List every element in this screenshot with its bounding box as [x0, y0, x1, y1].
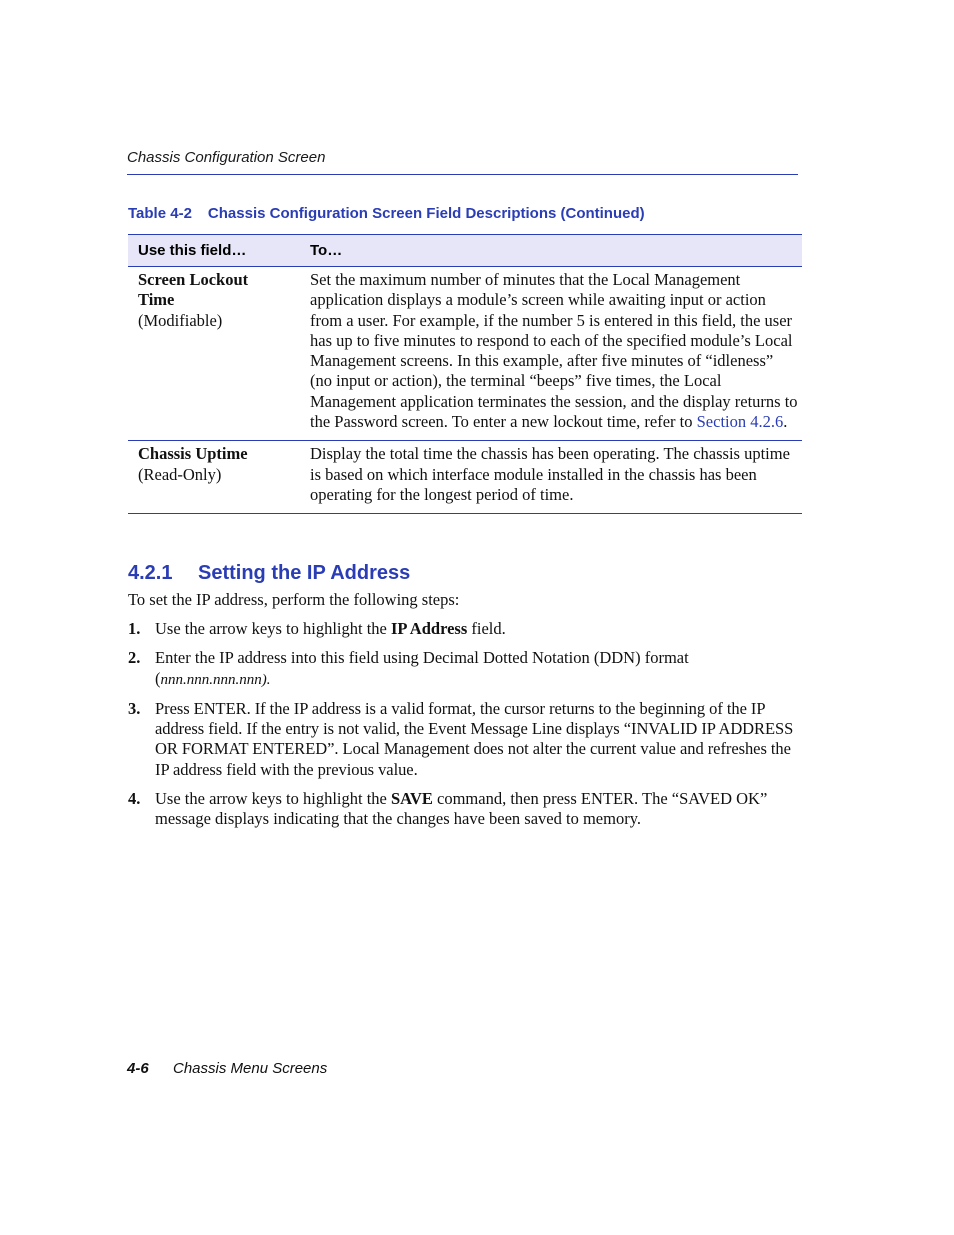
page-footer [127, 1060, 327, 1077]
step-number: 2. [128, 648, 141, 668]
field-cell [128, 441, 300, 514]
step-text-part: command, then press ENTER. The “SAVED OK” message displays indicating that the changes have been saved to memory. [155, 789, 768, 829]
step-text-part: Use the arrow keys to highlight the [155, 789, 391, 809]
step-text [155, 619, 800, 639]
footer-title: Chassis Menu Screens [173, 1060, 328, 1077]
description-cell [300, 267, 802, 441]
step-text-part: field. [467, 619, 506, 638]
table-caption [128, 205, 645, 222]
table-row [128, 267, 802, 441]
step-format: nnn.nnn.nnn.nnn). [160, 671, 271, 688]
description-end: . [783, 412, 788, 432]
field-name: Screen Lockout Time [138, 270, 249, 310]
running-head: Chassis Configuration Screen [127, 149, 326, 166]
list-item [128, 699, 800, 780]
step-text [155, 648, 800, 690]
step-text-part: Enter the IP address into this field using Decimal Dotted Notation (DDN) format ( [155, 648, 689, 688]
field-cell [128, 267, 300, 441]
step-number: 3. [128, 698, 141, 718]
field-qualifier: (Modifiable) [138, 310, 223, 330]
table-label: Table 4-2 [128, 205, 192, 222]
step-keyword: SAVE [391, 789, 433, 809]
field-name: Chassis Uptime [138, 444, 248, 464]
table-header-row [128, 235, 802, 267]
description-cell [300, 441, 802, 514]
list-item [128, 619, 800, 639]
section-number: 4.2.1 [128, 562, 173, 584]
description-text: Set the maximum number of minutes that the Local Management application displays a module’s screen while awaiting input or action from a user. For example, if the number 5 is entered in this field, the user has up to five minutes to respond to each of the specified module’s Local Management screens. In this example, after five minutes of “idleness” (no input or action), the terminal “beeps” five times, the Local Management application terminates the session, and the display returns to the Password screen. To enter a new lockout time, refer to [310, 270, 798, 432]
column-header-field: Use this field… [128, 235, 300, 267]
field-qualifier: (Read-Only) [138, 464, 222, 484]
table-title: Chassis Configuration Screen Field Descriptions (Continued) [207, 205, 645, 222]
table-row [128, 441, 802, 514]
list-item [128, 648, 800, 690]
page-number: 4-6 [127, 1060, 149, 1077]
step-number: 4. [128, 789, 141, 809]
section-title: Setting the IP Address [198, 562, 411, 584]
description-text: Display the total time the chassis has been operating. The chassis uptime is based on which interface module installed in the chassis has been operating for the longest period of time. [310, 444, 790, 504]
field-description-table [128, 234, 802, 514]
column-header-to: To… [300, 235, 802, 267]
step-number: 1. [128, 619, 141, 638]
steps-list [128, 619, 800, 839]
section-intro: To set the IP address, perform the following steps: [128, 590, 460, 609]
step-text-part: Use the arrow keys to highlight the [155, 619, 391, 638]
list-item [128, 789, 800, 830]
section-link[interactable]: Section 4.2.6 [696, 412, 784, 432]
step-text [155, 789, 800, 830]
section-heading [128, 562, 410, 585]
step-keyword: IP Address [391, 619, 468, 638]
step-text: Press ENTER. If the IP address is a valid format, the cursor returns to the beginning of the IP address field. If the entry is not valid, the Event Message Line displays “INVALID IP ADDRESS OR FORMAT ENTERED”. Local Management does not alter the current value and refreshes the IP address field with the previous value. [155, 698, 794, 779]
header-rule [127, 174, 798, 175]
